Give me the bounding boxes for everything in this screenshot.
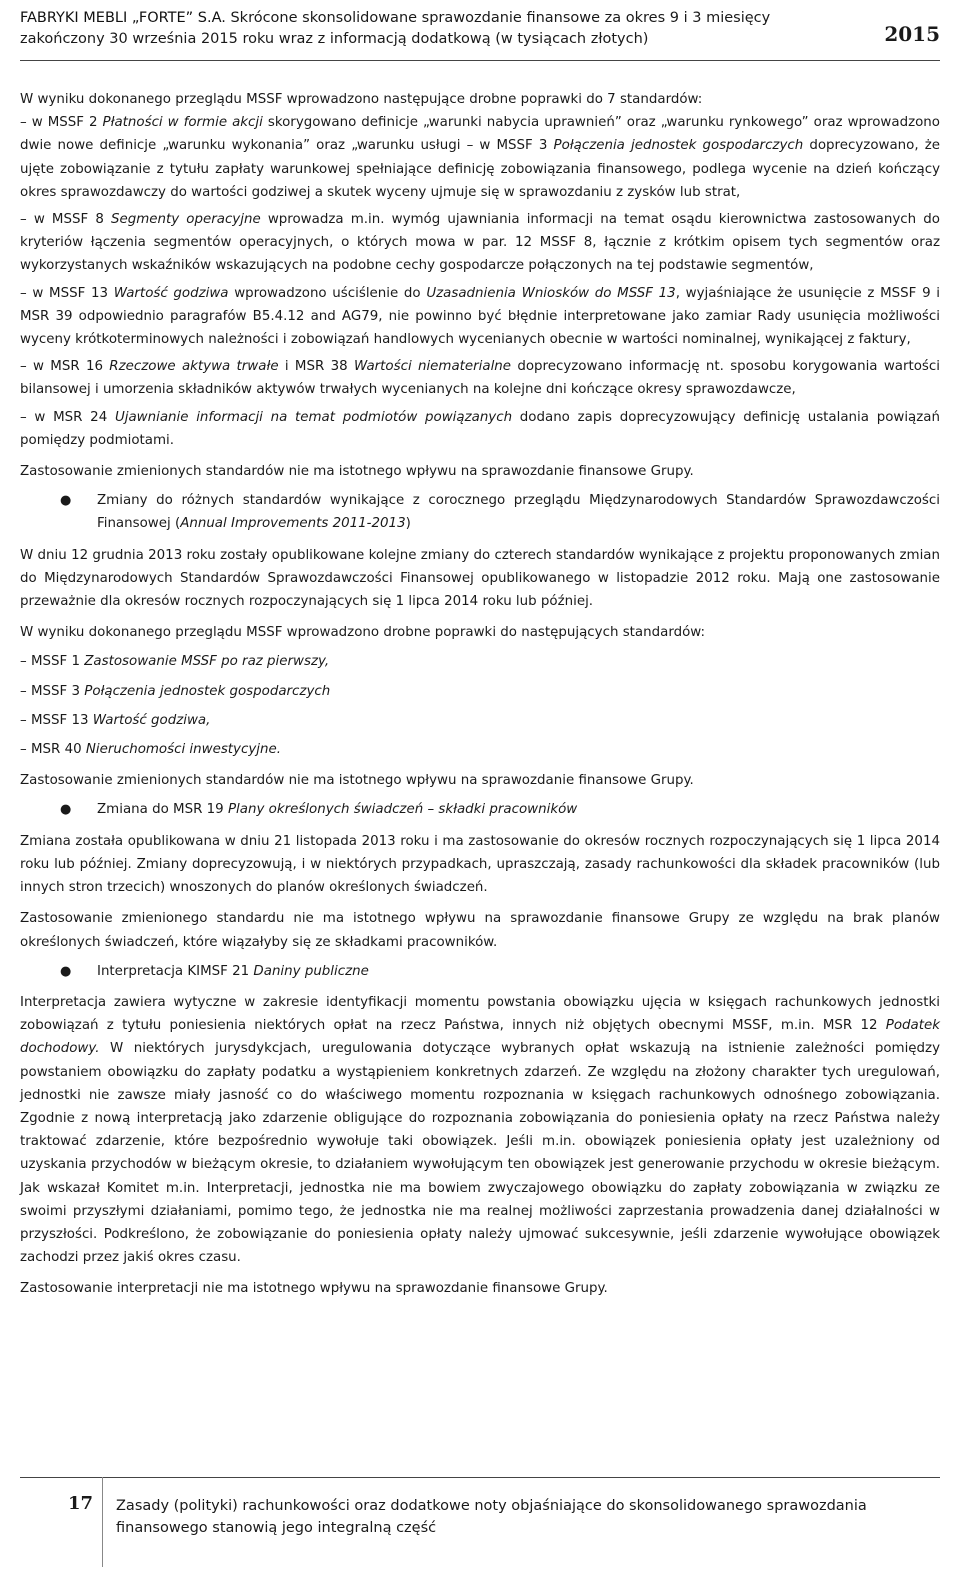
- list-item: – w MSSF 2 Płatności w formie akcji skorygowano definicje „warunki nabycia uprawnień” oraz „warunku rynkowego” oraz wprowadzono dwie nowe definicje „warunku wykonania” oraz „warunku usługi – w MSSF 3 Połączenia jednostek gospodarczych doprecyzowano, że ujęte zobowiązanie z tytułu zapłaty warunkowej spełniające definicję zobowiązania finansowego, podlega wycenie na dzień kończący okres sprawozdawczy do wartości godziwej a skutek wyceny ujmuje się w sprawozdaniu z zysków lub strat,: [20, 115, 941, 200]
- footer-separator: [102, 1477, 103, 1567]
- paragraph: W wyniku dokonanego przeglądu MSSF wprowadzono następujące drobne poprawki do 7 standardów:: [20, 92, 703, 107]
- paragraph: Zastosowanie zmienionych standardów nie ma istotnego wpływu na sprawozdanie finansowe Grupy.: [20, 773, 694, 789]
- report-year: 2015: [884, 22, 940, 46]
- list-item: – MSSF 13 Wartość godziwa,: [20, 712, 211, 728]
- document-body: [20, 88, 940, 1301]
- page-footer: [20, 1477, 940, 1567]
- report-title: Skrócone skonsolidowane sprawozdanie finansowe za okres 9 i 3 miesięcy zakończony 30 września 2015 roku wraz z informacją dodatkową (w tysiącach złotych): [20, 10, 771, 47]
- paragraph: Zastosowanie zmienionych standardów nie ma istotnego wpływu na sprawozdanie finansowe Grupy.: [20, 464, 694, 480]
- page-header: [20, 8, 940, 60]
- list-item: – MSSF 1 Zastosowanie MSSF po raz pierwszy,: [20, 654, 330, 670]
- list-item: – MSR 40 Nieruchomości inwestycyjne.: [20, 742, 281, 758]
- paragraph: Zastosowanie interpretacji nie ma istotnego wpływu na sprawozdanie finansowe Grupy.: [20, 1281, 608, 1297]
- list-item: – w MSR 16 Rzeczowe aktywa trwałe i MSR 38 Wartości niematerialne doprecyzowano informację nt. sposobu korygowania wartości bilansowej i umorzenia składników aktywów trwałych wycenianych na kolejne dni kończące okresy sprawozdawcze,: [20, 359, 940, 398]
- paragraph: Interpretacja zawiera wytyczne w zakresie identyfikacji momentu powstania obowiązku ujęcia w księgach rachunkowych jednostki zobowiązań z tytułu poniesienia niektórych opłat na rzecz Państwa, innych niż objętych obecnymi MSSF, m.in. MSR 12 Podatek dochodowy. W niektórych jurysdykcjach, uregulowania dotyczące wybranych opłat wskazują na istnienie zależności pomiędzy powstaniem obowiązku do zapłaty podatku a wystąpieniem konkretnych zdarzeń. Ze względu na złożony charakter tych uregulowań, jednostki nie zawsze miały jasność co do właściwego momentu rozpoznania w księgach rachunkowych odnośnego zobowiązania. Zgodnie z nową interpretacją jako zdarzenie obligujące do rozpoznania zobowiązania do poniesienia opłaty na rzecz Państwa należy traktować zdarzenie, które bezpośrednio wywołuje taki obowiązek. Jeśli m.in. obowiązek poniesienia opłaty jest uzależniony od uzyskania przychodów w bieżącym okresie, to działaniem wywołującym ten obowiązek jest generowanie przychodu w okresie bieżącym. Jak wskazał Komitet m.in. Interpretacji, jednostka nie ma bowiem zwyczajowego obowiązku do zapłaty zobowiązania w związku ze swoimi przyszłymi działaniami, pomimo tego, że jednostka nie ma realnej możliwości zaprzestania prowadzenia danej działalności w przyszłości. Podkreślono, że zobowiązanie do poniesienia opłaty należy ujmować sukcesywnie, jeśli zdarzenie wywołujące obowiązek zachodzi przez jakiś okres czasu.: [20, 994, 940, 1266]
- list-item: – w MSSF 8 Segmenty operacyjne wprowadza m.in. wymóg ujawniania informacji na temat osądu kierownictwa zastosowanych do kryteriów łączenia segmentów operacyjnych, o których mowa w par. 12 MSSF 8, łącznie z krótkim opisem tych segmentów oraz wykorzystanych wskaźników wskazujących na podobne cechy gospodarcze połączonych na tej podstawie segmentów,: [20, 212, 940, 274]
- bullet-icon: ●: [60, 493, 72, 509]
- footer-note: Zasady (polityki) rachunkowości oraz dodatkowe noty objaśniające do skonsolidowanego sprawozdania finansowego stanowią jego integralną część: [116, 1498, 867, 1536]
- page-number: 17: [68, 1493, 94, 1514]
- bullet-item: ● Zmiany do różnych standardów wynikające z corocznego przeglądu Międzynarodowych Standardów Sprawozdawczości Finansowej (Annual Improvements 2011-2013): [20, 489, 940, 535]
- paragraph: Zmiana została opublikowana w dniu 21 listopada 2013 roku i ma zastosowanie do okresów rocznych rozpoczynających się 1 lipca 2014 roku lub później. Zmiany doprecyzowują, i w niektórych przypadkach, upraszczają, zasady rachunkowości dla składek pracowników (lub innych stron trzecich) wnoszonych do planów określonych świadczeń.: [20, 833, 940, 896]
- list-item: – MSSF 3 Połączenia jednostek gospodarczych: [20, 683, 331, 699]
- paragraph: Zastosowanie zmienionego standardu nie ma istotnego wpływu na sprawozdanie finansowe Grupy ze względu na brak planów określonych świadczeń, które wiązałyby się ze składkami pracowników.: [20, 911, 940, 950]
- footer-divider: [20, 1477, 940, 1478]
- document-title: [20, 8, 840, 50]
- bullet-icon: ●: [60, 802, 72, 818]
- bullet-item: ● Zmiana do MSR 19 Plany określonych świadczeń – składki pracowników: [20, 798, 940, 821]
- company-name: FABRYKI MEBLI „FORTE” S.A.: [20, 10, 226, 26]
- list-item: – w MSR 24 Ujawnianie informacji na temat podmiotów powiązanych dodano zapis doprecyzowujący definicję ustalania powiązań pomiędzy podmiotami.: [20, 409, 940, 448]
- header-divider: [20, 60, 940, 61]
- bullet-item: ● Interpretacja KIMSF 21 Daniny publiczne: [20, 960, 940, 983]
- bullet-icon: ●: [60, 963, 72, 979]
- list-item: – w MSSF 13 Wartość godziwa wprowadzono uściślenie do Uzasadnienia Wniosków do MSSF 13, wyjaśniające że usunięcie z MSSF 9 i MSR 39 odpowiednio paragrafów B5.4.12 and AG79, nie powinno być błędnie interpretowane jako zamiar Rady usunięcia możliwości wyceny krótkoterminowych należności i zobowiązań handlowych wycenianych obecnie w wartości nominalnej, wynikającej z faktury,: [20, 285, 941, 348]
- paragraph: W wyniku dokonanego przeglądu MSSF wprowadzono drobne poprawki do następujących standardów:: [20, 625, 706, 641]
- paragraph: W dniu 12 grudnia 2013 roku zostały opublikowane kolejne zmiany do czterech standardów wynikające z projektu proponowanych zmian do Międzynarodowych Standardów Sprawozdawczości Finansowej opublikowanego w listopadzie 2012 roku. Mają one zastosowanie przeważnie dla okresów rocznych rozpoczynających się 1 lipca 2014 roku lub później.: [20, 547, 940, 610]
